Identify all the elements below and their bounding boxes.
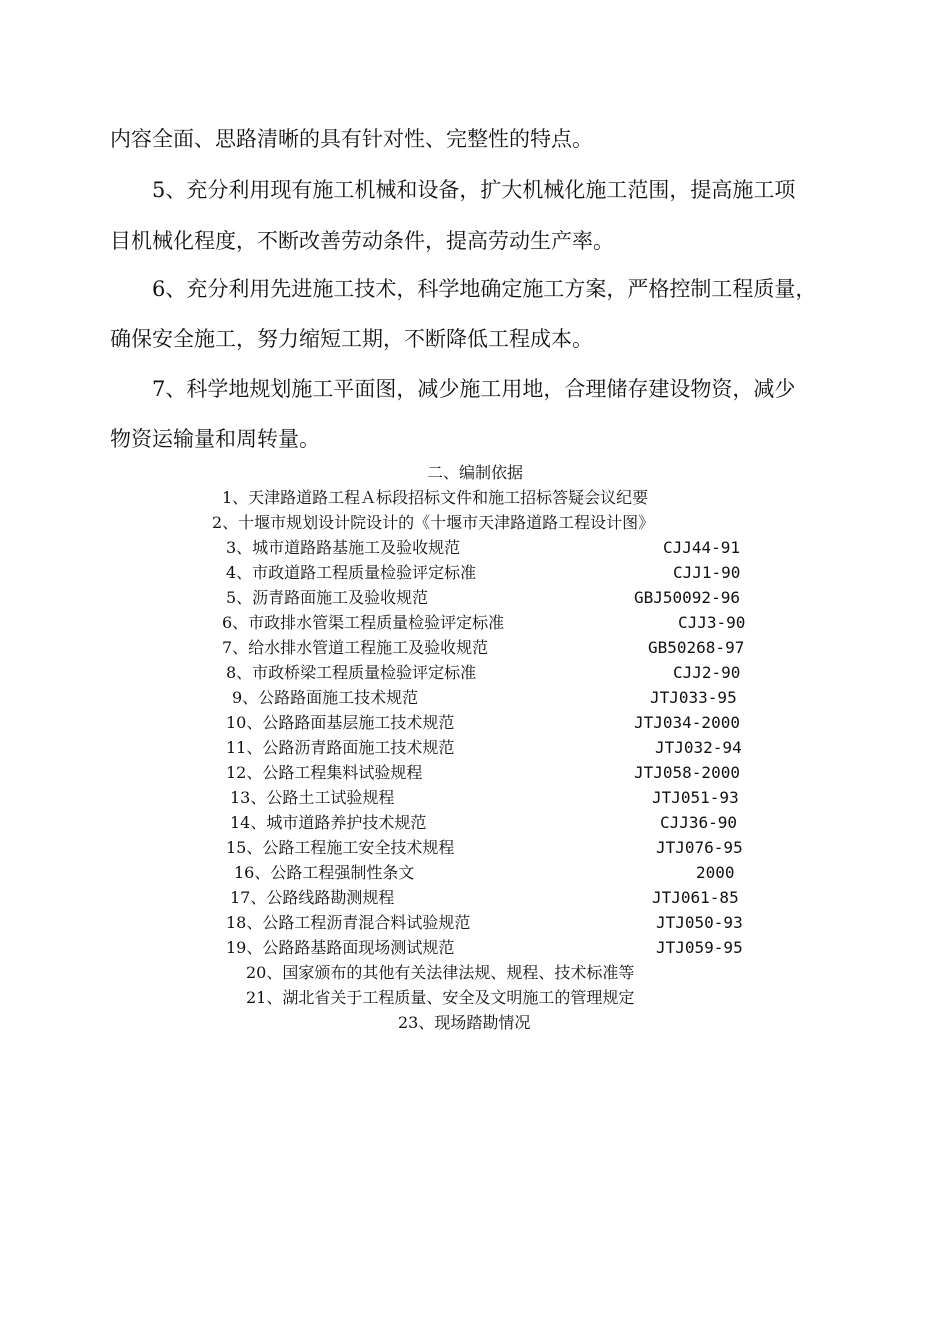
reference-title: 1、天津路道路工程Ａ标段招标文件和施工招标答疑会议纪要 <box>222 488 649 507</box>
reference-code: JTJ034-2000 <box>634 713 740 732</box>
reference-code: GB50268-97 <box>648 638 745 657</box>
reference-title: 12、公路工程集料试验规程 <box>226 763 423 782</box>
reference-code: JTJ076-95 <box>656 838 743 857</box>
reference-code: CJJ2-90 <box>673 663 741 682</box>
paragraph-line: 物资运输量和周转量。 <box>110 427 320 451</box>
paragraph-line: 内容全面、思路清晰的具有针对性、完整性的特点。 <box>110 127 593 151</box>
reference-title: 11、公路沥青路面施工技术规范 <box>226 738 455 757</box>
reference-title: 7、给水排水管道工程施工及验收规范 <box>222 638 489 657</box>
reference-code: CJJ1-90 <box>673 563 741 582</box>
reference-title: 4、市政道路工程质量检验评定标准 <box>226 563 477 582</box>
reference-title: 2、十堰市规划设计院设计的《十堰市天津路道路工程设计图》 <box>212 513 655 532</box>
paragraph-line: 6、充分利用先进施工技术，科学地确定施工方案，严格控制工程质量， <box>152 277 817 301</box>
reference-title: 8、市政桥梁工程质量检验评定标准 <box>226 663 477 682</box>
paragraph-line: 目机械化程度，不断改善劳动条件，提高劳动生产率。 <box>110 229 614 253</box>
reference-code: JTJ061-85 <box>652 888 739 907</box>
paragraph-line: 7、科学地规划施工平面图，减少施工用地，合理储存建设物资，减少 <box>152 377 796 401</box>
reference-title: 13、公路土工试验规程 <box>230 788 395 807</box>
section-title: 二、编制依据 <box>426 463 523 482</box>
reference-title: 16、公路工程强制性条文 <box>234 863 415 882</box>
reference-title: 9、公路路面施工技术规范 <box>232 688 419 707</box>
reference-code: JTJ033-95 <box>650 688 737 707</box>
reference-title: 3、城市道路路基施工及验收规范 <box>226 538 461 557</box>
reference-title: 17、公路线路勘测规程 <box>230 888 395 907</box>
reference-title: 5、沥青路面施工及验收规范 <box>226 588 429 607</box>
reference-code: JTJ032-94 <box>655 738 742 757</box>
reference-code: GBJ50092-96 <box>634 588 740 607</box>
paragraph-line: 确保安全施工，努力缩短工期，不断降低工程成本。 <box>110 327 593 351</box>
reference-title: 23、现场踏勘情况 <box>398 1013 531 1032</box>
reference-title: 10、公路路面基层施工技术规范 <box>226 713 455 732</box>
reference-code: 2000 <box>696 863 735 882</box>
reference-title: 14、城市道路养护技术规范 <box>230 813 427 832</box>
reference-code: JTJ059-95 <box>656 938 743 957</box>
reference-title: 18、公路工程沥青混合料试验规范 <box>226 913 471 932</box>
reference-title: 6、市政排水管渠工程质量检验评定标准 <box>222 613 505 632</box>
paragraph-line: 5、充分利用现有施工机械和设备，扩大机械化施工范围，提高施工项 <box>152 178 796 202</box>
reference-title: 15、公路工程施工安全技术规程 <box>226 838 455 857</box>
reference-code: CJJ36-90 <box>660 813 738 832</box>
reference-code: JTJ058-2000 <box>634 763 740 782</box>
reference-title: 19、公路路基路面现场测试规范 <box>226 938 455 957</box>
reference-code: JTJ051-93 <box>652 788 739 807</box>
reference-code: JTJ050-93 <box>656 913 743 932</box>
reference-code: CJJ3-90 <box>678 613 746 632</box>
reference-code: CJJ44-91 <box>663 538 741 557</box>
reference-title: 20、国家颁布的其他有关法律法规、规程、技术标准等 <box>246 963 635 982</box>
reference-title: 21、湖北省关于工程质量、安全及文明施工的管理规定 <box>246 988 635 1007</box>
